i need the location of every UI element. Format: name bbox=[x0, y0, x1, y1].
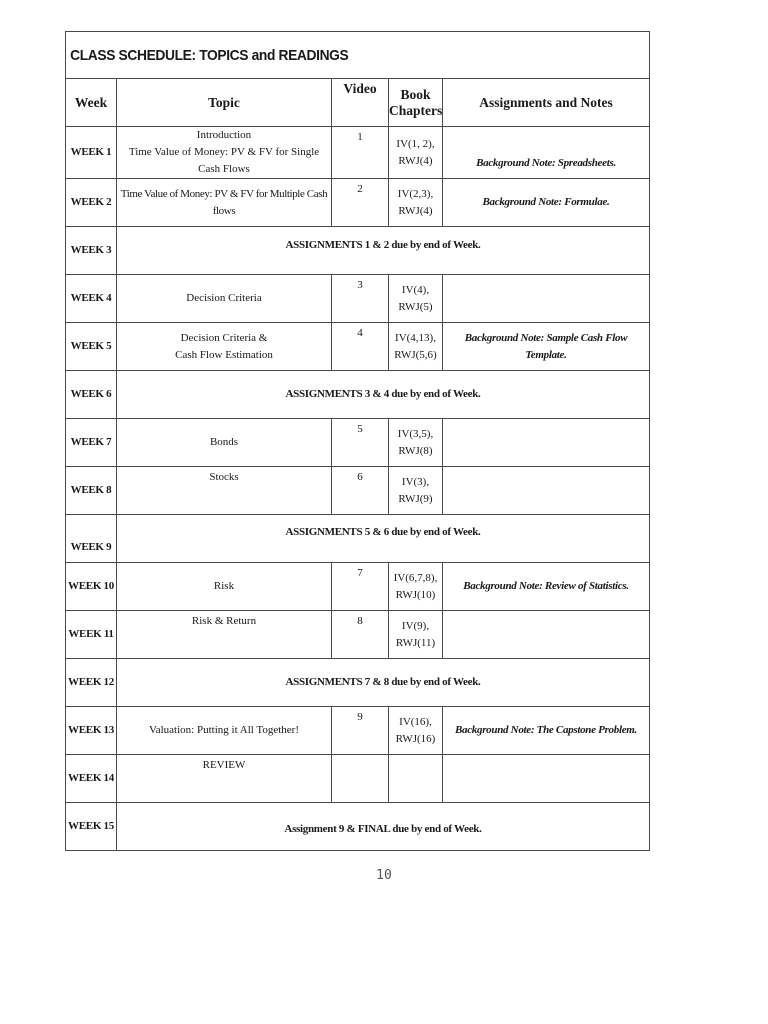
video-cell bbox=[332, 179, 389, 227]
week-cell bbox=[66, 275, 117, 323]
assignment-due-cell-text: ASSIGNMENTS 5 & 6 due by end of Week. bbox=[285, 526, 481, 538]
week-cell bbox=[66, 179, 117, 227]
video-cell-text: 2 bbox=[357, 183, 363, 195]
topic-cell-text: Time Value of Money: PV & FV for Single Cash Flows bbox=[128, 146, 320, 175]
topic-cell bbox=[117, 419, 332, 467]
book-chapters-cell bbox=[389, 275, 443, 323]
notes-cell bbox=[443, 707, 650, 755]
book-chapters-cell-text: RWJ(5,6) bbox=[394, 348, 437, 361]
video-cell bbox=[332, 707, 389, 755]
week-cell-text: WEEK 12 bbox=[68, 676, 114, 688]
topic-cell bbox=[117, 563, 332, 611]
header-week: Week bbox=[66, 79, 117, 127]
topic-cell bbox=[117, 707, 332, 755]
book-chapters-cell bbox=[389, 419, 443, 467]
book-chapters-cell-text: IV(16), bbox=[399, 715, 432, 728]
assignment-due-cell-text: ASSIGNMENTS 7 & 8 due by end of Week. bbox=[285, 676, 481, 688]
video-cell bbox=[332, 323, 389, 371]
week-cell-text: WEEK 8 bbox=[70, 484, 112, 496]
topic-cell-text: Bonds bbox=[209, 436, 239, 448]
header-video: Video bbox=[332, 79, 389, 127]
topic-cell bbox=[117, 179, 332, 227]
table-row bbox=[66, 227, 650, 275]
book-chapters-cell-text: IV(4,13), bbox=[395, 331, 436, 344]
assignment-due-cell-text: ASSIGNMENTS 3 & 4 due by end of Week. bbox=[285, 388, 481, 400]
week-cell bbox=[66, 227, 117, 275]
video-cell-text: 8 bbox=[357, 615, 363, 627]
topic-cell-text: REVIEW bbox=[202, 759, 246, 771]
table-row bbox=[66, 707, 650, 755]
week-cell-text: WEEK 3 bbox=[70, 244, 112, 256]
topic-cell bbox=[117, 755, 332, 803]
table-row bbox=[66, 275, 650, 323]
topic-cell bbox=[117, 611, 332, 659]
assignment-due-cell-text: Assignment 9 & FINAL due by end of Week. bbox=[284, 823, 482, 835]
week-cell-text: WEEK 9 bbox=[70, 541, 112, 553]
title-row bbox=[66, 32, 650, 79]
week-cell-text: WEEK 10 bbox=[68, 580, 114, 592]
week-cell-text: WEEK 5 bbox=[70, 340, 112, 352]
assignment-due-cell bbox=[117, 659, 650, 707]
week-cell-text: WEEK 15 bbox=[68, 820, 114, 832]
week-cell bbox=[66, 419, 117, 467]
header-book-line2: Chapters bbox=[389, 102, 443, 118]
table-row bbox=[66, 419, 650, 467]
table-row bbox=[66, 127, 650, 179]
notes-cell bbox=[443, 323, 650, 371]
topic-cell-text: Cash Flow Estimation bbox=[175, 348, 273, 361]
book-chapters-cell-text: IV(3), bbox=[401, 475, 430, 488]
assignment-due-cell bbox=[117, 515, 650, 563]
video-cell-text: 7 bbox=[357, 567, 363, 579]
book-chapters-cell bbox=[389, 707, 443, 755]
week-cell bbox=[66, 563, 117, 611]
table-row bbox=[66, 755, 650, 803]
week-cell bbox=[66, 467, 117, 515]
book-chapters-cell-text: RWJ(11) bbox=[395, 636, 436, 649]
topic-cell bbox=[117, 275, 332, 323]
header-assignments: Assignments and Notes bbox=[443, 79, 650, 127]
week-cell-text: WEEK 13 bbox=[68, 724, 114, 736]
book-chapters-cell bbox=[389, 467, 443, 515]
page-number: 10 bbox=[376, 868, 392, 883]
header-book-line1: Book bbox=[400, 86, 431, 102]
header-book-chapters bbox=[389, 79, 443, 127]
book-chapters-cell-text: RWJ(4) bbox=[398, 204, 433, 217]
book-chapters-cell-text: IV(1, 2), bbox=[396, 137, 435, 150]
table-row bbox=[66, 179, 650, 227]
video-cell-text: 4 bbox=[357, 327, 363, 339]
video-cell-text: 9 bbox=[357, 711, 363, 723]
video-cell-text: 3 bbox=[357, 279, 363, 291]
notes-cell bbox=[443, 275, 650, 323]
week-cell bbox=[66, 803, 117, 851]
table-row bbox=[66, 323, 650, 371]
notes-cell bbox=[443, 611, 650, 659]
table-row bbox=[66, 803, 650, 851]
week-cell-text: WEEK 1 bbox=[70, 146, 112, 158]
table-row bbox=[66, 515, 650, 563]
topic-cell bbox=[117, 467, 332, 515]
week-cell bbox=[66, 659, 117, 707]
week-cell-text: WEEK 7 bbox=[70, 436, 112, 448]
book-chapters-cell-text: RWJ(9) bbox=[398, 492, 433, 505]
notes-cell bbox=[443, 127, 650, 179]
video-cell bbox=[332, 563, 389, 611]
topic-cell-text: Risk bbox=[213, 580, 235, 592]
book-chapters-cell-text: IV(9), bbox=[401, 619, 430, 632]
week-cell-text: WEEK 2 bbox=[70, 196, 112, 208]
topic-cell-text: Risk & Return bbox=[191, 615, 257, 627]
table-row bbox=[66, 659, 650, 707]
topic-cell bbox=[117, 127, 332, 179]
notes-cell-text: Background Note: Spreadsheets. bbox=[476, 157, 616, 169]
video-cell bbox=[332, 467, 389, 515]
header-topic: Topic bbox=[117, 79, 332, 127]
book-chapters-cell-text: RWJ(10) bbox=[395, 588, 436, 601]
table-row bbox=[66, 467, 650, 515]
week-cell-text: WEEK 14 bbox=[68, 772, 114, 784]
class-schedule-table bbox=[65, 31, 650, 851]
notes-cell-text: Background Note: The Capstone Problem. bbox=[454, 724, 638, 736]
table-row bbox=[66, 371, 650, 419]
book-chapters-cell bbox=[389, 323, 443, 371]
topic-cell-text: Time Value of Money: PV & FV for Multiple Cash flows bbox=[120, 187, 328, 217]
video-cell bbox=[332, 611, 389, 659]
notes-cell bbox=[443, 563, 650, 611]
notes-cell bbox=[443, 467, 650, 515]
book-chapters-cell-text: RWJ(16) bbox=[395, 732, 436, 745]
notes-cell-text: Background Note: Review of Statistics. bbox=[463, 580, 629, 592]
topic-cell bbox=[117, 323, 332, 371]
header-row bbox=[66, 79, 650, 127]
week-cell bbox=[66, 755, 117, 803]
week-cell-text: WEEK 11 bbox=[68, 628, 114, 640]
topic-cell-text: Decision Criteria & bbox=[180, 331, 268, 344]
week-cell bbox=[66, 127, 117, 179]
topic-cell-text: Decision Criteria bbox=[186, 292, 262, 304]
assignment-due-cell bbox=[117, 371, 650, 419]
video-cell-text: 5 bbox=[357, 423, 363, 435]
topic-cell-text: Valuation: Putting it All Together! bbox=[149, 724, 299, 736]
book-chapters-cell-text: IV(4), bbox=[401, 283, 430, 296]
topic-cell-text: Introduction bbox=[196, 129, 252, 141]
notes-cell bbox=[443, 179, 650, 227]
week-cell bbox=[66, 707, 117, 755]
video-cell bbox=[332, 275, 389, 323]
book-chapters-cell bbox=[389, 611, 443, 659]
video-cell bbox=[332, 419, 389, 467]
table-row bbox=[66, 563, 650, 611]
notes-cell bbox=[443, 755, 650, 803]
video-cell-text: 6 bbox=[357, 471, 363, 483]
book-chapters-cell-text: RWJ(4) bbox=[398, 154, 433, 167]
book-chapters-cell-text: RWJ(8) bbox=[398, 444, 433, 457]
book-chapters-cell bbox=[389, 563, 443, 611]
assignment-due-cell bbox=[117, 803, 650, 851]
week-cell-text: WEEK 4 bbox=[70, 292, 112, 304]
book-chapters-cell-text: RWJ(5) bbox=[398, 300, 433, 313]
book-chapters-cell bbox=[389, 127, 443, 179]
topic-cell-text: Stocks bbox=[209, 471, 239, 483]
week-cell bbox=[66, 515, 117, 563]
book-chapters-cell-text: IV(6,7,8), bbox=[393, 571, 438, 584]
video-cell-text: 1 bbox=[357, 131, 363, 143]
video-cell bbox=[332, 755, 389, 803]
assignment-due-cell bbox=[117, 227, 650, 275]
video-cell bbox=[332, 127, 389, 179]
week-cell bbox=[66, 323, 117, 371]
week-cell bbox=[66, 611, 117, 659]
book-chapters-cell-text: IV(3,5), bbox=[397, 427, 434, 440]
week-cell bbox=[66, 371, 117, 419]
assignment-due-cell-text: ASSIGNMENTS 1 & 2 due by end of Week. bbox=[285, 239, 481, 251]
book-chapters-cell-text: IV(2,3), bbox=[397, 187, 434, 200]
schedule-title: CLASS SCHEDULE: TOPICS and READINGS bbox=[66, 32, 603, 79]
table-row bbox=[66, 611, 650, 659]
book-chapters-cell bbox=[389, 755, 443, 803]
book-chapters-cell bbox=[389, 179, 443, 227]
notes-cell-text: Background Note: Formulae. bbox=[482, 196, 610, 208]
notes-cell bbox=[443, 419, 650, 467]
notes-cell-text: Background Note: Sample Cash Flow Template. bbox=[464, 331, 628, 361]
week-cell-text: WEEK 6 bbox=[70, 388, 112, 400]
